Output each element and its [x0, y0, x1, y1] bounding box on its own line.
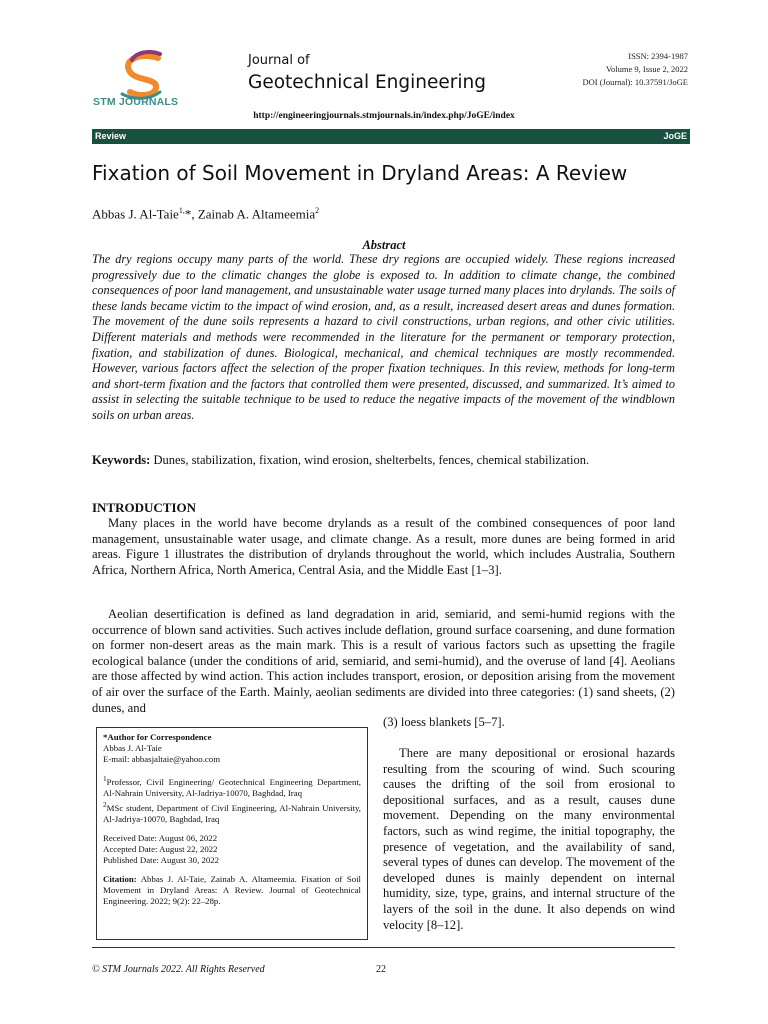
author-line [92, 206, 319, 222]
affiliation-1-text: Professor, Civil Engineering/ Geotechnical Engineering Department, Al-Nahrain University, Al-Jadriya-10070, Baghdad, Iraq [103, 776, 361, 798]
affiliation-2 [103, 799, 361, 825]
affiliation-1-mark: 1 [103, 774, 107, 783]
correspondence-email[interactable]: E-mail: abbasjaltaie@yahoo.com [103, 754, 221, 764]
paragraph-2: Aeolian desertification is defined as land degradation in arid, semiarid, and semi-humid regions with the occurrence of blown sand activities. Such actives include deflation, ground surface coarsening, and dune formation on former non-desert areas as the main mark. This is a result of various factors such as upsetting the fragile ecological balance (under the conditions of arid, semiarid, and semi-humid), and the overuse of land [4]. Aeolians are those affected by wind action. This action includes transport, erosion, or deposition arising from the movement of air over the surface of the Earth. Mainly, aeolian sediments are divided into three categories: (1) sand sheets, (2) dunes, and [92, 607, 675, 715]
abstract-text: The dry regions occupy many parts of the world. These dry regions are occupied widely. These regions increased progressively due to the climatic changes the globe is exposed to. In addition to climate change, the combined consequences of poor land management, and unsustainable water usage turned many places into drylands. The soils of these lands became victim to the impact of wind erosion, and, as a result, increased desert areas and dunes formation. The movement of the dune soils represents a hazard to civil constructions, urban regions, and other civic utilities. Different materials and methods were recommended in the literature for the permanent or temporary protection, fixation, and stabilization of dunes. Biological, mechanical, and chemical techniques are mostly recommended. However, various factors affect the selection of the proper fixation techniques. In this review, methods for long-term and short-term fixation and the factors that controlled them were presented, discussed, and summarized. It’s aimed to assist in selecting the suitable technique to be used to reduce the negative impacts of the movement of the windblown soils on urban areas. [92, 252, 675, 422]
paragraph-3: There are many depositional or erosional hazards resulting from the scouring of wind. Such scouring causes the drifting of the soil from erosional to depositional surfaces, and as a result, causes dune movement. Depending on the many environmental factors, such as wind regime, the initial topography, the presence of vegetation, and the availability of sand, several types of dunes can develop. The movement of the developed dunes is mainly dependent on internal humidity, size, type, grains, and internal structure of the layers of the soil in the dune. It also depends on wind velocity [8–12]. [383, 746, 675, 932]
article-title: Fixation of Soil Movement in Dryland Areas: A Review [92, 161, 628, 185]
journal-prefix: Journal of [248, 53, 310, 68]
affiliation-2-text: MSc student, Department of Civil Engineering, Al-Nahrain University, Al-Jadriya-10070, Baghdad, Iraq [103, 802, 361, 824]
section-heading: INTRODUCTION [92, 500, 197, 515]
keywords-list: Dunes, stabilization, fixation, wind erosion, shelterbelts, fences, chemical stabilization. [150, 453, 590, 467]
paragraph-2-end: (3) loess blankets [5–7]. [383, 715, 505, 729]
journal-doi: DOI (Journal): 10.37591/JoGE [582, 77, 688, 87]
author-1-affiliation: 1, [178, 206, 185, 215]
author-2: , Zainab A. Altameemia [191, 206, 316, 222]
keywords-label: Keywords: [92, 453, 151, 467]
accepted-date: Accepted Date: August 22, 2022 [103, 843, 218, 854]
issn: ISSN: 2394-1987 [628, 51, 688, 61]
article-type-band [92, 129, 690, 144]
paragraph-1: Many places in the world have become drylands as a result of the combined consequences of poor land management, unsustainable water usage, and climate change. As a result, more dunes are being formed in arid areas. Figure 1 illustrates the distribution of drylands throughout the world, which includes Australia, Southern Africa, Northern Africa, North America, Central Asia, and the Middle East [1–3]. [92, 516, 675, 577]
copyright: © STM Journals 2022. All Rights Reserved [92, 964, 265, 975]
correspondence-heading: *Author for Correspondence [103, 732, 212, 742]
published-date: Published Date: August 30, 2022 [103, 854, 220, 865]
correspondence-box [96, 727, 368, 940]
logo-text: STM JOURNALS [93, 96, 179, 108]
volume-issue: Volume 9, Issue 2, 2022 [605, 64, 688, 74]
abstract-heading: Abstract [362, 238, 406, 252]
author-1: Abbas J. Al-Taie [92, 206, 179, 222]
correspondence-name: Abbas J. Al-Taie [103, 743, 162, 753]
footer-rule [92, 947, 675, 948]
journal-abbrev: JoGE [663, 131, 687, 141]
keywords [92, 453, 692, 468]
author-2-affiliation: 2 [315, 206, 320, 215]
corresponding-mark: * [184, 206, 192, 222]
citation-label: Citation: [103, 873, 137, 884]
citation [103, 874, 361, 907]
affiliation-1 [103, 773, 361, 799]
journal-url[interactable]: http://engineeringjournals.stmjournals.in/index.php/JoGE/index [253, 111, 515, 121]
received-date: Received Date: August 06, 2022 [103, 832, 218, 843]
page-number: 22 [376, 964, 386, 975]
affiliation-2-mark: 2 [103, 799, 107, 809]
article-type: Review [95, 131, 127, 141]
citation-text: Abbas J. Al-Taie, Zainab A. Altameemia. Fixation of Soil Movement in Dryland Areas: A Review. Journal of Geotechnical Engineering. 2022; 9(2): 22–28p. [103, 873, 361, 906]
journal-name: Geotechnical Engineering [248, 72, 486, 93]
